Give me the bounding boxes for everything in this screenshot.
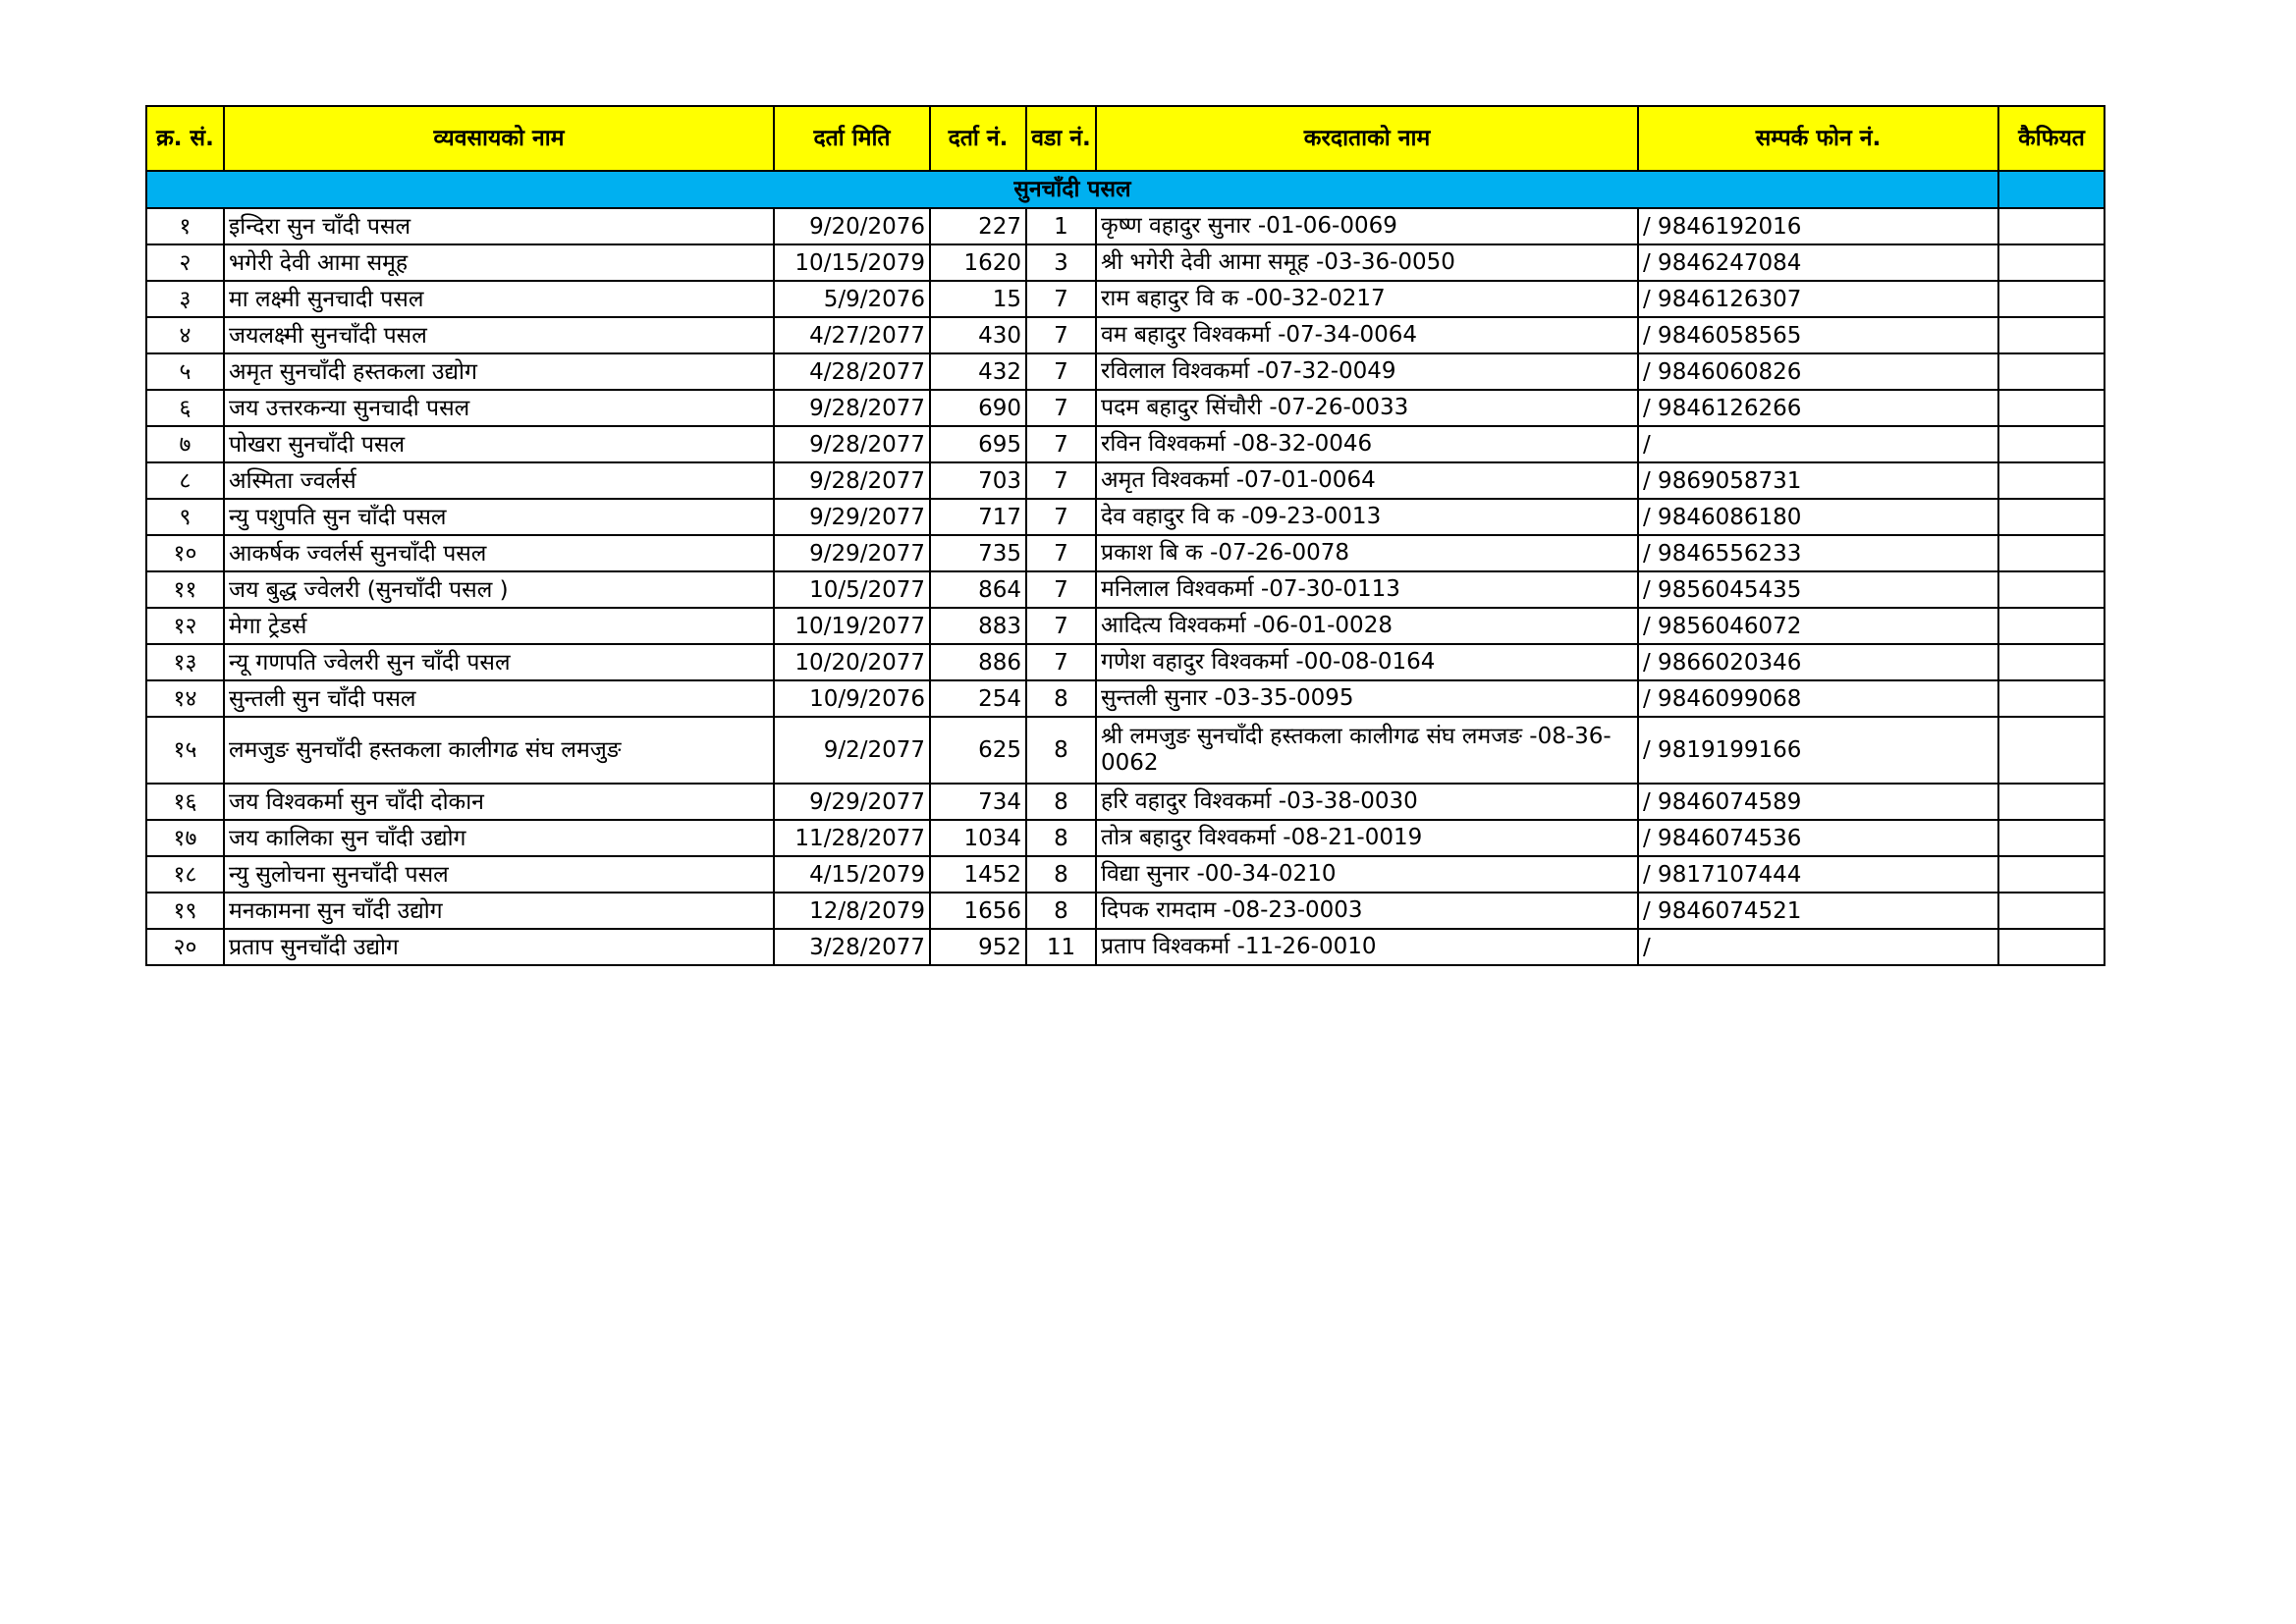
taxpayer-name-cell: श्री भगेरी देवी आमा समूह -03-36-0050 <box>1096 244 1638 281</box>
serial-number-cell: १४ <box>146 680 224 717</box>
registration-date-cell: 9/28/2077 <box>774 426 930 462</box>
ward-number-cell: 7 <box>1026 571 1096 608</box>
registration-number-cell: 1656 <box>930 893 1026 929</box>
table-row <box>146 244 2105 281</box>
taxpayer-name-cell: तोत्र बहादुर विश्वकर्मा -08-21-0019 <box>1096 820 1638 856</box>
section-remarks-cell <box>1998 171 2105 208</box>
taxpayer-name-cell: राम बहादुर वि क -00-32-0217 <box>1096 281 1638 317</box>
business-name-cell: मा लक्ष्मी सुनचादी पसल <box>224 281 774 317</box>
taxpayer-name-cell: वम बहादुर विश्वकर्मा -07-34-0064 <box>1096 317 1638 353</box>
remarks-cell <box>1998 929 2105 965</box>
taxpayer-name-cell: कृष्ण वहादुर सुनार -01-06-0069 <box>1096 208 1638 244</box>
remarks-cell <box>1998 317 2105 353</box>
business-name-cell: आकर्षक ज्वर्लर्स सुनचाँदी पसल <box>224 535 774 571</box>
remarks-cell <box>1998 244 2105 281</box>
serial-number-cell: १२ <box>146 608 224 644</box>
taxpayer-name-cell: हरि वहादुर विश्वकर्मा -03-38-0030 <box>1096 784 1638 820</box>
taxpayer-name-cell: प्रताप विश्वकर्मा -11-26-0010 <box>1096 929 1638 965</box>
registration-date-cell: 3/28/2077 <box>774 929 930 965</box>
serial-number-cell: १६ <box>146 784 224 820</box>
table-row <box>146 893 2105 929</box>
table-row <box>146 281 2105 317</box>
registration-date-cell: 9/29/2077 <box>774 499 930 535</box>
registration-number-cell: 1620 <box>930 244 1026 281</box>
serial-number-cell: १५ <box>146 717 224 784</box>
business-name-cell: मेगा ट्रेडर्स <box>224 608 774 644</box>
registration-date-cell: 10/5/2077 <box>774 571 930 608</box>
registration-number-cell: 703 <box>930 462 1026 499</box>
business-name-cell: जय विश्वकर्मा सुन चाँदी दोकान <box>224 784 774 820</box>
contact-phone-cell: / 9846192016 <box>1638 208 1998 244</box>
table-row <box>146 353 2105 390</box>
contact-phone-cell: / 9846074536 <box>1638 820 1998 856</box>
ward-number-cell: 11 <box>1026 929 1096 965</box>
contact-phone-cell: / 9856045435 <box>1638 571 1998 608</box>
registration-date-cell: 10/19/2077 <box>774 608 930 644</box>
business-name-cell: जय उत्तरकन्या सुनचादी पसल <box>224 390 774 426</box>
remarks-cell <box>1998 535 2105 571</box>
registration-number-cell: 695 <box>930 426 1026 462</box>
business-name-cell: जय कालिका सुन चाँदी उद्योग <box>224 820 774 856</box>
table-row <box>146 680 2105 717</box>
section-title: सुनचाँदी पसल <box>146 171 1998 208</box>
header-business-name: व्यवसायको नाम <box>224 106 774 171</box>
table-row <box>146 499 2105 535</box>
header-serial-number: क्र. सं. <box>146 106 224 171</box>
serial-number-cell: ८ <box>146 462 224 499</box>
serial-number-cell: ६ <box>146 390 224 426</box>
ward-number-cell: 8 <box>1026 856 1096 893</box>
remarks-cell <box>1998 784 2105 820</box>
business-name-cell: अस्मिता ज्वर्लर्स <box>224 462 774 499</box>
contact-phone-cell: / 9846074589 <box>1638 784 1998 820</box>
serial-number-cell: १९ <box>146 893 224 929</box>
registration-number-cell: 1034 <box>930 820 1026 856</box>
taxpayer-name-cell: देव वहादुर वि क -09-23-0013 <box>1096 499 1638 535</box>
table-row <box>146 929 2105 965</box>
registration-number-cell: 15 <box>930 281 1026 317</box>
ward-number-cell: 8 <box>1026 893 1096 929</box>
table-row <box>146 644 2105 680</box>
ward-number-cell: 7 <box>1026 317 1096 353</box>
registration-date-cell: 5/9/2076 <box>774 281 930 317</box>
header-registration-number: दर्ता नं. <box>930 106 1026 171</box>
table-row <box>146 571 2105 608</box>
registry-table <box>145 105 2105 966</box>
registration-number-cell: 883 <box>930 608 1026 644</box>
taxpayer-name-cell: सुन्तली सुनार -03-35-0095 <box>1096 680 1638 717</box>
table-row <box>146 426 2105 462</box>
remarks-cell <box>1998 208 2105 244</box>
registration-number-cell: 432 <box>930 353 1026 390</box>
registration-date-cell: 4/15/2079 <box>774 856 930 893</box>
contact-phone-cell: / 9817107444 <box>1638 856 1998 893</box>
business-name-cell: जयलक्ष्मी सुनचाँदी पसल <box>224 317 774 353</box>
table-row <box>146 535 2105 571</box>
table-row <box>146 390 2105 426</box>
contact-phone-cell: / 9819199166 <box>1638 717 1998 784</box>
taxpayer-name-cell: श्री लमजुङ सुनचाँदी हस्तकला कालीगढ संघ लमजङ -08-36-0062 <box>1096 717 1638 784</box>
business-name-cell: पोखरा सुनचाँदी पसल <box>224 426 774 462</box>
registration-date-cell: 9/2/2077 <box>774 717 930 784</box>
contact-phone-cell: / 9866020346 <box>1638 644 1998 680</box>
contact-phone-cell: / 9846058565 <box>1638 317 1998 353</box>
section-header-row <box>146 171 2105 208</box>
serial-number-cell: ९ <box>146 499 224 535</box>
ward-number-cell: 7 <box>1026 644 1096 680</box>
ward-number-cell: 3 <box>1026 244 1096 281</box>
serial-number-cell: २० <box>146 929 224 965</box>
ward-number-cell: 7 <box>1026 608 1096 644</box>
registration-number-cell: 690 <box>930 390 1026 426</box>
header-row <box>146 106 2105 171</box>
contact-phone-cell: / 9846556233 <box>1638 535 1998 571</box>
serial-number-cell: ११ <box>146 571 224 608</box>
remarks-cell <box>1998 353 2105 390</box>
contact-phone-cell: / <box>1638 929 1998 965</box>
registration-number-cell: 886 <box>930 644 1026 680</box>
business-name-cell: लमजुङ सुनचाँदी हस्तकला कालीगढ संघ लमजुङ <box>224 717 774 784</box>
ward-number-cell: 7 <box>1026 462 1096 499</box>
remarks-cell <box>1998 893 2105 929</box>
contact-phone-cell: / <box>1638 426 1998 462</box>
business-name-cell: भगेरी देवी आमा समूह <box>224 244 774 281</box>
registration-number-cell: 735 <box>930 535 1026 571</box>
remarks-cell <box>1998 856 2105 893</box>
ward-number-cell: 8 <box>1026 680 1096 717</box>
registration-number-cell: 254 <box>930 680 1026 717</box>
serial-number-cell: ४ <box>146 317 224 353</box>
table-row <box>146 717 2105 784</box>
business-name-cell: सुन्तली सुन चाँदी पसल <box>224 680 774 717</box>
registration-number-cell: 1452 <box>930 856 1026 893</box>
remarks-cell <box>1998 608 2105 644</box>
registration-date-cell: 9/20/2076 <box>774 208 930 244</box>
serial-number-cell: १३ <box>146 644 224 680</box>
ward-number-cell: 8 <box>1026 784 1096 820</box>
contact-phone-cell: / 9856046072 <box>1638 608 1998 644</box>
contact-phone-cell: / 9846086180 <box>1638 499 1998 535</box>
remarks-cell <box>1998 390 2105 426</box>
header-taxpayer-name: करदाताको नाम <box>1096 106 1638 171</box>
registration-number-cell: 227 <box>930 208 1026 244</box>
registration-date-cell: 9/29/2077 <box>774 535 930 571</box>
registration-date-cell: 11/28/2077 <box>774 820 930 856</box>
registration-date-cell: 9/28/2077 <box>774 462 930 499</box>
remarks-cell <box>1998 499 2105 535</box>
ward-number-cell: 8 <box>1026 717 1096 784</box>
header-ward-number: वडा नं. <box>1026 106 1096 171</box>
ward-number-cell: 7 <box>1026 535 1096 571</box>
remarks-cell <box>1998 426 2105 462</box>
serial-number-cell: १० <box>146 535 224 571</box>
taxpayer-name-cell: अमृत विश्वकर्मा -07-01-0064 <box>1096 462 1638 499</box>
table-row <box>146 462 2105 499</box>
contact-phone-cell: / 9846060826 <box>1638 353 1998 390</box>
registration-date-cell: 10/20/2077 <box>774 644 930 680</box>
remarks-cell <box>1998 281 2105 317</box>
taxpayer-name-cell: आदित्य विश्वकर्मा -06-01-0028 <box>1096 608 1638 644</box>
registration-number-cell: 430 <box>930 317 1026 353</box>
registration-date-cell: 12/8/2079 <box>774 893 930 929</box>
registration-number-cell: 625 <box>930 717 1026 784</box>
serial-number-cell: ३ <box>146 281 224 317</box>
business-name-cell: न्यु पशुपति सुन चाँदी पसल <box>224 499 774 535</box>
taxpayer-name-cell: दिपक रामदाम -08-23-0003 <box>1096 893 1638 929</box>
ward-number-cell: 1 <box>1026 208 1096 244</box>
business-registry-sheet <box>145 105 2104 966</box>
business-name-cell: इन्दिरा सुन चाँदी पसल <box>224 208 774 244</box>
business-name-cell: न्यू गणपति ज्वेलरी सुन चाँदी पसल <box>224 644 774 680</box>
header-registration-date: दर्ता मिति <box>774 106 930 171</box>
registration-date-cell: 10/15/2079 <box>774 244 930 281</box>
remarks-cell <box>1998 644 2105 680</box>
business-name-cell: प्रताप सुनचाँदी उद्योग <box>224 929 774 965</box>
registration-date-cell: 10/9/2076 <box>774 680 930 717</box>
registration-date-cell: 4/27/2077 <box>774 317 930 353</box>
table-row <box>146 208 2105 244</box>
table-row <box>146 856 2105 893</box>
registration-number-cell: 864 <box>930 571 1026 608</box>
registration-date-cell: 9/29/2077 <box>774 784 930 820</box>
serial-number-cell: ७ <box>146 426 224 462</box>
taxpayer-name-cell: गणेश वहादुर विश्वकर्मा -00-08-0164 <box>1096 644 1638 680</box>
ward-number-cell: 8 <box>1026 820 1096 856</box>
remarks-cell <box>1998 820 2105 856</box>
serial-number-cell: १ <box>146 208 224 244</box>
ward-number-cell: 7 <box>1026 281 1096 317</box>
business-name-cell: जय बुद्ध ज्वेलरी (सुनचाँदी पसल ) <box>224 571 774 608</box>
taxpayer-name-cell: रविलाल विश्वकर्मा -07-32-0049 <box>1096 353 1638 390</box>
table-row <box>146 317 2105 353</box>
contact-phone-cell: / 9869058731 <box>1638 462 1998 499</box>
contact-phone-cell: / 9846126307 <box>1638 281 1998 317</box>
registration-date-cell: 9/28/2077 <box>774 390 930 426</box>
registration-number-cell: 734 <box>930 784 1026 820</box>
table-row <box>146 608 2105 644</box>
serial-number-cell: २ <box>146 244 224 281</box>
business-name-cell: मनकामना सुन चाँदी उद्योग <box>224 893 774 929</box>
table-row <box>146 784 2105 820</box>
contact-phone-cell: / 9846099068 <box>1638 680 1998 717</box>
taxpayer-name-cell: रविन विश्वकर्मा -08-32-0046 <box>1096 426 1638 462</box>
taxpayer-name-cell: पदम बहादुर सिंचौरी -07-26-0033 <box>1096 390 1638 426</box>
ward-number-cell: 7 <box>1026 353 1096 390</box>
ward-number-cell: 7 <box>1026 426 1096 462</box>
contact-phone-cell: / 9846247084 <box>1638 244 1998 281</box>
business-name-cell: न्यु सुलोचना सुनचाँदी पसल <box>224 856 774 893</box>
remarks-cell <box>1998 571 2105 608</box>
registration-date-cell: 4/28/2077 <box>774 353 930 390</box>
taxpayer-name-cell: प्रकाश बि क -07-26-0078 <box>1096 535 1638 571</box>
table-row <box>146 820 2105 856</box>
header-remarks: कैफियत <box>1998 106 2105 171</box>
serial-number-cell: १८ <box>146 856 224 893</box>
remarks-cell <box>1998 462 2105 499</box>
taxpayer-name-cell: मनिलाल विश्वकर्मा -07-30-0113 <box>1096 571 1638 608</box>
taxpayer-name-cell: विद्या सुनार -00-34-0210 <box>1096 856 1638 893</box>
contact-phone-cell: / 9846074521 <box>1638 893 1998 929</box>
ward-number-cell: 7 <box>1026 499 1096 535</box>
header-contact-phone: सम्पर्क फोन नं. <box>1638 106 1998 171</box>
remarks-cell <box>1998 680 2105 717</box>
registration-number-cell: 717 <box>930 499 1026 535</box>
contact-phone-cell: / 9846126266 <box>1638 390 1998 426</box>
remarks-cell <box>1998 717 2105 784</box>
ward-number-cell: 7 <box>1026 390 1096 426</box>
serial-number-cell: ५ <box>146 353 224 390</box>
registration-number-cell: 952 <box>930 929 1026 965</box>
business-name-cell: अमृत सुनचाँदी हस्तकला उद्योग <box>224 353 774 390</box>
serial-number-cell: १७ <box>146 820 224 856</box>
